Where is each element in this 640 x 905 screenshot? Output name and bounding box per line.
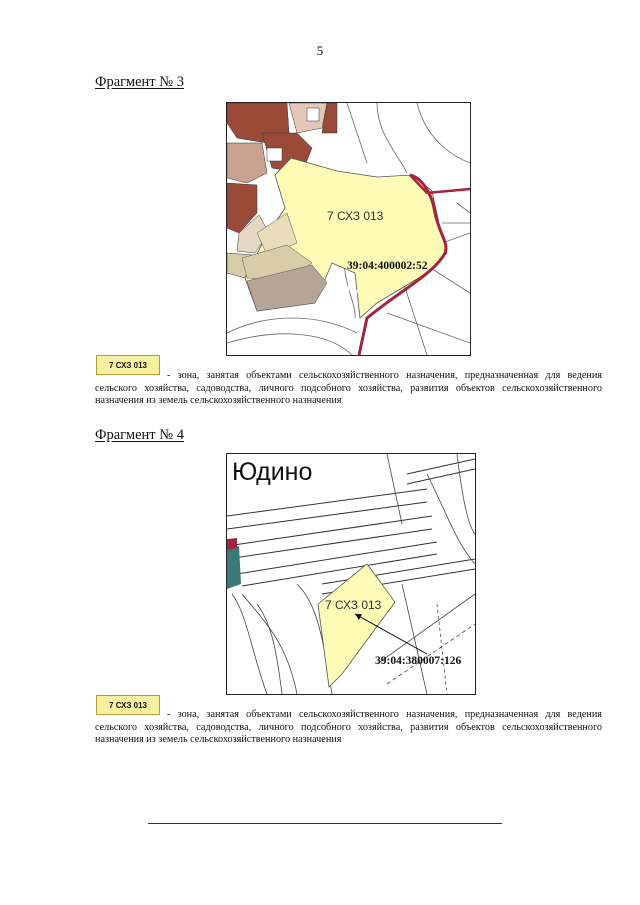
fragment-3-cadastral-number: 39:04:400002:52: [347, 260, 428, 272]
page-number: 5: [316, 43, 324, 58]
fragment-3-map: [226, 102, 471, 356]
fragment-3-zone-label: 7 СХЗ 013: [327, 209, 384, 223]
fragment-3-legend-badge: 7 СХЗ 013: [96, 355, 160, 375]
fragment-4-heading: Фрагмент № 4: [95, 427, 184, 443]
fragment-3-heading: Фрагмент № 3: [95, 74, 184, 90]
fragment-4-cadastral-number: 39:04:380007:126: [375, 655, 462, 667]
fragment-4-map: [226, 453, 476, 695]
bottom-rule: [148, 823, 502, 824]
fragment-3-legend-text: - зона, занятая объектами сельскохозяйственного назначения, предназначенная для ведения сельского хозяйства, садоводства, личного подсобного хозяйства, развития объектов сельскохозяйственного назначения из земель сельскохозяйственного назначения: [95, 370, 602, 407]
fragment-4-legend-badge: 7 СХЗ 013: [96, 695, 160, 715]
fragment-4-place-name: Юдино: [232, 458, 313, 486]
fragment-4-legend-text: - зона, занятая объектами сельскохозяйственного назначения, предназначенная для ведения сельского хозяйства, садоводства, личного подсобного хозяйства, развития объектов сельскохозяйственного назначения из земель сельскохозяйственного назначения: [95, 709, 602, 746]
fragment-4-zone-label: 7 СХЗ 013: [325, 598, 382, 612]
